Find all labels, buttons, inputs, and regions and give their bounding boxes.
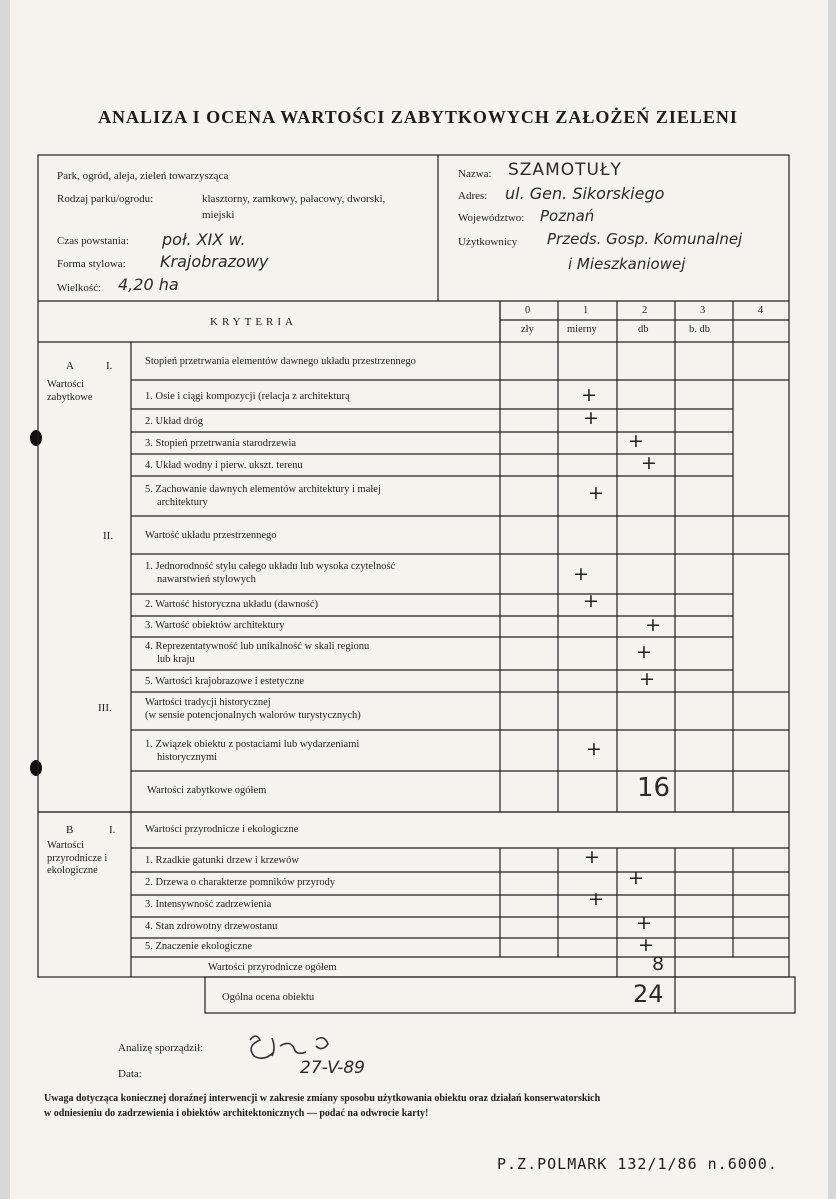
criteria-header: KRYTERIA bbox=[210, 316, 297, 328]
criterion-label-cont: lub kraju bbox=[157, 654, 195, 665]
section-a-name: Wartości zabytkowe bbox=[47, 379, 93, 403]
style-label: Forma stylowa: bbox=[57, 258, 126, 270]
section-a-total-value: 16 bbox=[637, 773, 671, 803]
scale-2: 2 bbox=[642, 305, 648, 316]
criterion-label: 1. Rzadkie gatunki drzew i krzewów bbox=[145, 855, 299, 866]
address-value: ul. Gen. Sikorskiego bbox=[505, 184, 665, 203]
grade-mark: + bbox=[584, 846, 600, 868]
date-label-footer: Data: bbox=[118, 1068, 142, 1080]
grade-mark: + bbox=[636, 912, 652, 934]
criterion-label: 2. Drzewa o charakterze pomników przyrody bbox=[145, 877, 336, 888]
section-b-total-label: Wartości przyrodnicze ogółem bbox=[208, 962, 337, 973]
section-b-group-title: Wartości przyrodnicze i ekologiczne bbox=[145, 824, 299, 835]
form-title: ANALIZA I OCENA WARTOŚCI ZABYTKOWYCH ZAŁOŻEŃ ZIELENI bbox=[98, 107, 738, 127]
criterion-label: 3. Intensywność zadrzewienia bbox=[145, 899, 272, 910]
grade-mark: + bbox=[581, 384, 597, 406]
section-a-letter: A bbox=[66, 360, 74, 372]
overall-label: Ogólna ocena obiektu bbox=[222, 992, 315, 1003]
park-types: Park, ogród, aleja, zieleń towarzysząca bbox=[57, 170, 229, 182]
criterion-label: 4. Stan zdrowotny drzewostanu bbox=[145, 921, 278, 932]
criterion-label: 1. Jednorodność stylu całego układu lub wysoka czytelność bbox=[145, 561, 396, 572]
print-info: P.Z.POLMARK 132/1/86 n.6000. bbox=[497, 1155, 778, 1173]
criterion-label: 1. Osie i ciągi kompozycji (relacja z architekturą bbox=[145, 391, 350, 402]
section-a-total-label: Wartości zabytkowe ogółem bbox=[147, 785, 267, 796]
scale-label-bad: zły bbox=[521, 324, 534, 335]
group3-roman: III. bbox=[98, 702, 112, 714]
group3-title: Wartości tradycji historycznej bbox=[145, 697, 271, 708]
style-value: Krajobrazowy bbox=[160, 252, 269, 271]
date-value-footer: 27-V-89 bbox=[300, 1058, 365, 1078]
group2-title: Wartość układu przestrzennego bbox=[145, 530, 277, 541]
users-value-1: Przeds. Gosp. Komunalnej bbox=[547, 230, 743, 248]
grade-mark: + bbox=[588, 888, 604, 910]
type-options: klasztorny, zamkowy, pałacowy, dworski, bbox=[202, 193, 386, 205]
note-line-2: w odniesieniu do zadrzewienia i obiektów architektonicznych — podać na odwrocie karty! bbox=[44, 1108, 429, 1119]
criterion-label: 3. Stopień przetrwania starodrzewia bbox=[145, 438, 297, 449]
grade-mark: + bbox=[641, 452, 657, 474]
grade-mark: + bbox=[628, 430, 644, 452]
group1-title: Stopień przetrwania elementów dawnego układu przestrzennego bbox=[145, 356, 416, 367]
scale-label-good: db bbox=[638, 324, 649, 335]
prepared-by-label: Analizę sporządził: bbox=[118, 1042, 204, 1054]
size-label: Wielkość: bbox=[57, 282, 102, 294]
grade-mark: + bbox=[639, 668, 655, 690]
voivodeship-value: Poznań bbox=[540, 207, 595, 225]
voivodeship-label: Województwo: bbox=[458, 212, 525, 224]
section-b-total-value: 8 bbox=[652, 953, 665, 975]
date-value: poł. XIX w. bbox=[162, 230, 246, 249]
scale-label-poor: mierny bbox=[567, 324, 597, 335]
type-options-2: miejski bbox=[202, 209, 235, 221]
grade-mark: + bbox=[645, 614, 661, 636]
grade-mark: + bbox=[636, 641, 652, 663]
scale-label-very-good: b. db bbox=[689, 324, 710, 335]
grade-mark: + bbox=[588, 482, 604, 504]
criterion-label: 5. Znaczenie ekologiczne bbox=[145, 941, 252, 952]
grade-mark: + bbox=[583, 590, 599, 612]
users-label: Użytkownicy bbox=[458, 236, 518, 248]
scale-1: 1 bbox=[583, 305, 589, 316]
grade-mark: + bbox=[638, 934, 654, 956]
date-label: Czas powstania: bbox=[57, 235, 129, 247]
group3-title-2: (w sensie potencjonalnych walorów turystycznych) bbox=[145, 710, 361, 721]
criterion-label: 2. Wartość historyczna układu (dawność) bbox=[145, 599, 319, 610]
section-b-roman: I. bbox=[109, 824, 116, 836]
criterion-label: 5. Wartości krajobrazowe i estetyczne bbox=[145, 676, 305, 687]
grade-mark: + bbox=[586, 738, 602, 760]
criterion-label-cont: historycznymi bbox=[157, 752, 218, 763]
section-b-letter: B bbox=[66, 824, 74, 836]
criterion-label: 3. Wartość obiektów architektury bbox=[145, 620, 285, 631]
type-label: Rodzaj parku/ogrodu: bbox=[57, 193, 154, 205]
group2-roman: II. bbox=[103, 530, 114, 542]
criterion-label: 4. Reprezentatywność lub unikalność w skali regionu bbox=[145, 641, 370, 652]
criterion-label: 1. Związek obiektu z postaciami lub wydarzeniami bbox=[145, 739, 360, 750]
grade-mark: + bbox=[583, 407, 599, 429]
scale-4: 4 bbox=[758, 305, 764, 316]
size-value: 4,20 ha bbox=[118, 275, 179, 294]
grade-mark: + bbox=[628, 867, 644, 889]
section-b-name: Wartości przyrodnicze i ekologiczne bbox=[47, 840, 108, 876]
address-label: Adres: bbox=[458, 190, 488, 202]
overall-value: 24 bbox=[633, 980, 664, 1008]
criterion-label-cont: architektury bbox=[157, 497, 208, 508]
scale-3: 3 bbox=[700, 305, 706, 316]
note-line-1: Uwaga dotycząca koniecznej doraźnej interwencji w zakresie zmiany sposobu użytkowania obiektu oraz działań konserwatorskich bbox=[44, 1093, 601, 1104]
criterion-label: 2. Układ dróg bbox=[145, 416, 204, 427]
criterion-label: 5. Zachowanie dawnych elementów architektury i małej bbox=[145, 484, 381, 495]
name-value: SZAMOTUŁY bbox=[508, 160, 622, 180]
section-a-roman: I. bbox=[106, 360, 113, 372]
criterion-label: 4. Układ wodny i pierw. ukszt. terenu bbox=[145, 460, 303, 471]
scale-0: 0 bbox=[525, 305, 531, 316]
grade-mark: + bbox=[573, 563, 589, 585]
users-value-2: i Mieszkaniowej bbox=[568, 255, 686, 273]
criterion-label-cont: nawarstwień stylowych bbox=[157, 574, 256, 585]
name-label: Nazwa: bbox=[458, 168, 492, 180]
